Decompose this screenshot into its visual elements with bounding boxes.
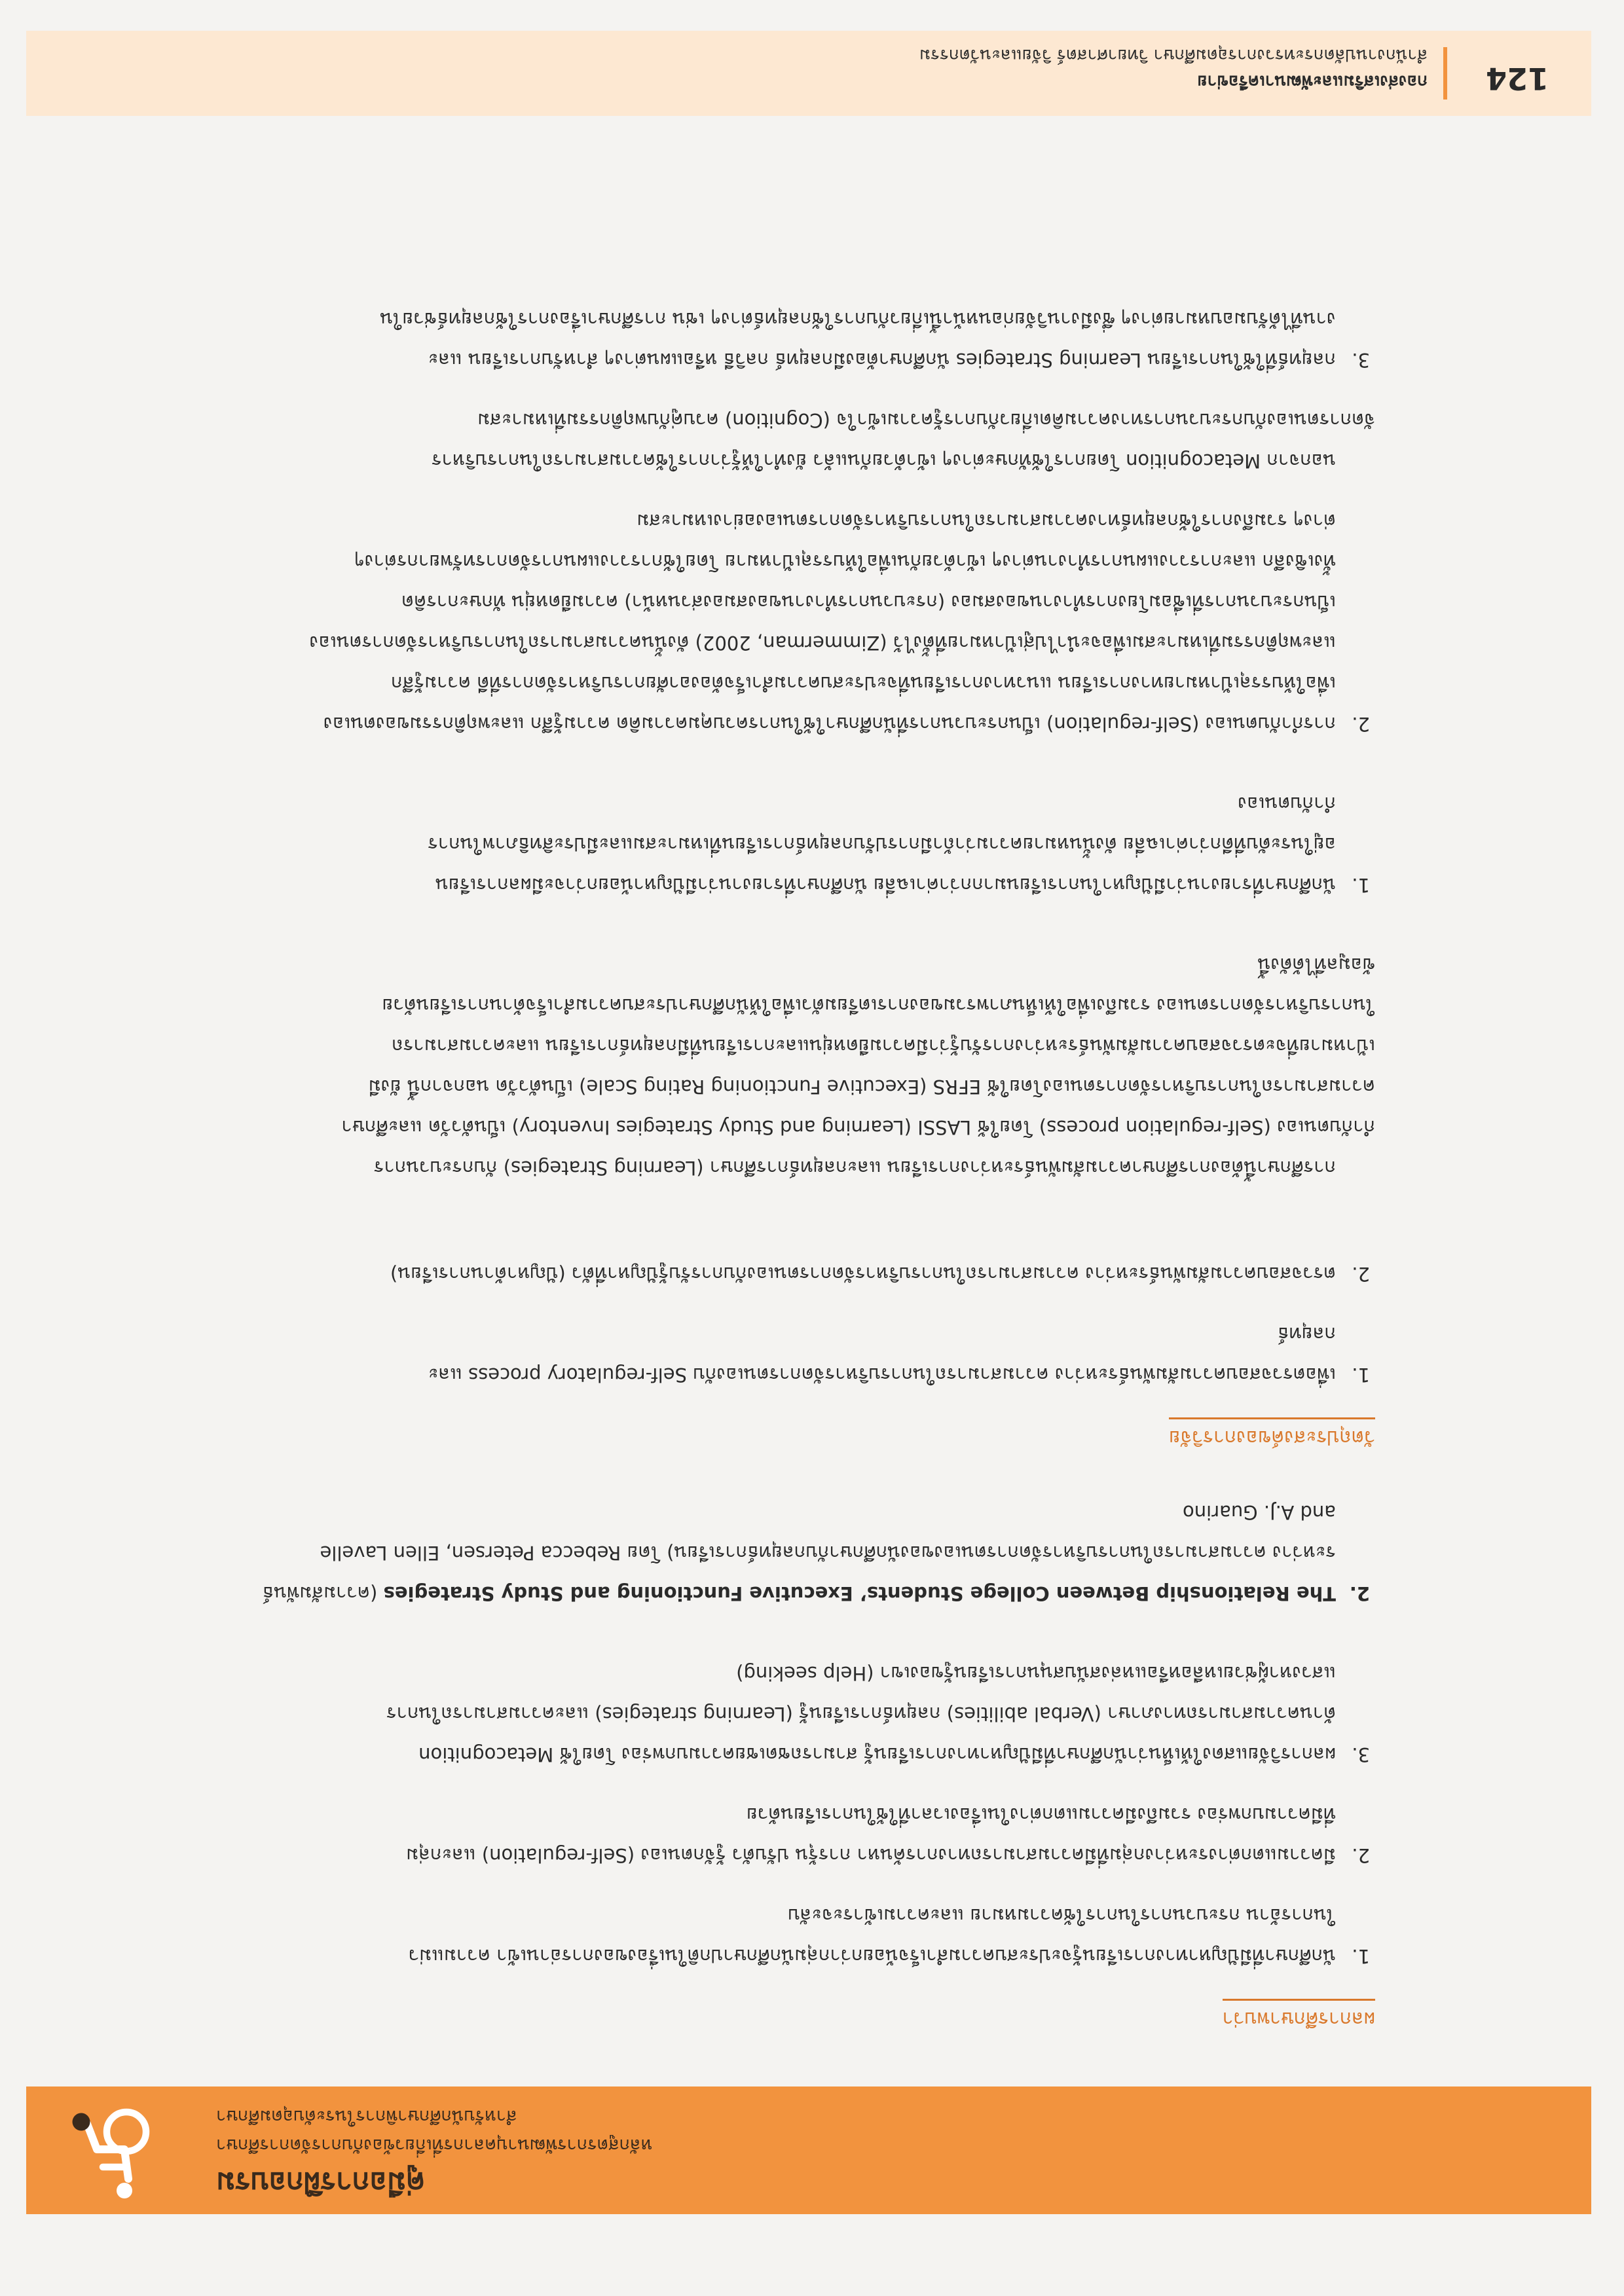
method-paragraph: การศึกษานี้ต้องการศึกษาความสัมพันธ์ระหว่างการเรียน และกลยุทธ์การศึกษา (Learning Strategies) กับกระบวนการ กำกับตนเอง (Self-regulation process) โดยใช้ LASSI (Learning and Study Strategies Inventory) เป็นตัววัด และศึกษา ความสามารถในการบริหารจัดการตนเองโดยใช้ EFRS (Executive Functioning Rating Scale) เป็นตัววัด นอกจากนี้ ยังมี เป้าหมายที่จะตรวจสอบความสัมพันธ์ระหว่างการรับรู้ว่ามีความยืดหยุ่นและการเรียนที่มีกลยุทธ์การเรียน และความสามารถ ในการบริหารจัดการตนเอง รวมถึงเพื่อให้เห็นภาพรวมของการเตรียมตัวเพื่อให้นักศึกษาประสบความสำเร็จด้านการเรียนด้วย ข้อมูลที่ได้ดังนี้ [341,954,1375,1179]
study-2-title: The Relationship Between College Students’ Executive Functioning and Study Strategies [383,1582,1336,1605]
body-content [196,299,1375,2034]
page-number: 124 [1485,61,1549,96]
result-item-1: 1. นักศึกษาที่มีปัญหาทางการเรียนรู้จะประสบความสำเร็จน้อยกว่ากลุ่มนักศึกษาปกติในเรื่องของการอ่านเข้า ความแม่ว ในการอ้าน กระบวนการในการใช้ความหมาย และความเข้าระจะลับ [408,1904,1370,1967]
result-item-3: 3. ผลการวิจัยแสดงให้เห็นว่านักศึกษาที่มีปัญหาทางการเรียนรู้ สามารถชดเชยความบกพร่อง โดยใช้ Metacognition ด้านความสามารถทางภาษา (Verbal abilities) กลยุทธ์การเรียนรู้ (Learning strategies) และความสามารถในการ แสวงหาผู้ช่วยเหลือหรือแหล่งสนับสนุนการเรียนรู้ของเขา (Help seeking) [386,1662,1370,1766]
footer-org-line: กองส่งเสริมและพัฒนาเครือข่าย [1197,71,1428,91]
results-heading: ผลการศึกษาพบว่า [1223,1999,1375,2034]
manual-title: คู่มือการฝึกอบรม [216,2166,426,2199]
finding-item-1: 1. นักศึกษาที่รายงานว่ามีปัญหาในการเรียนมากกว่าค่าเฉลี่ย นักศึกษาที่รายงานว่ามีปัญหาน้อยกว่าจะมีผลการเรียน อยู่ในระดับที่ดีกว่าค่าเฉลี่ย ดังนั้นหมายความว่าถ้ามีการปรับกลยุทธ์การเรียนที่เหมาะสมและมีประสิทธิภาพในการ กำกับตนเอง [428,793,1370,896]
header-subtitle-1: หลักสูตรการพัฒนาบุคลากรที่เกี่ยวข้องกับการจัดการศึกษา [216,2135,653,2155]
objective-item-2: 2. ตรวจสอบความสัมพันธ์ระหว่าง ความสามารถในการบริหารจัดการตนเองกับการรับรู้ปัญหาที่ตัว (ปัญหาด้านการเรียน) [390,1263,1370,1285]
finding-continuation: นอกจาก Metacognition โดยการใช้ทักษะต่างๆ เข้าด้วยกันแล้ว ยังทำให้รู้ว่าการใช้ความสามารถในการบริหาร จัดการตนเองกับกระบวนการทางความคิดเกี่ยวกับการรู้ความเข้าใจ (Cognition) ควบคู่กับพฤติกรรมที่เหมาะสม [432,409,1375,472]
result-item-2: 2. มีความแตกต่างระหว่างกลุ่มที่มีความสามารถทางการค้นหา การรุ้น ปรับตัว รู้จักตนเอง (Self-regulation) และกลุ่ม ที่มีความบกพร่อง รวมถึงมีความแตกต่างในเรื่องเวลาที่ใช้ในการเรียนด้วย [406,1804,1370,1867]
finding-item-2: 2. การกำกับตนเอง (Self-regulation) เป็นกระบวนการที่นักศึกษาใช้ในการควบคุมความคิด ความรู้สึก และพฤติกรรมของตนเอง เพื่อให้บรรลุเป้าหมายทางการเรียน แนวทางการเรียนที่จะประสบความสำเร็จต้องอาศัยการบริหารจัดการที่ดี ความรู้สึก และพฤติกรรมที่เหมาะสมเพื่อจะนำไปสู่เป้าหมายที่ตั้งไว้ (Zimmerman, 2002) ดังนั้นความสามารถในการบริหารจัดการตนเอง เป็นกระบวนการที่เชื่อมโยงการทำงานของสมอง (กระบวนการทำงานของสมองส่วนหน้า) ความยืดหยุ่น ทักษะการคิด ทั้งเชิงลึก และการวางแผนการทำงานต่างๆ เข้าด้วยกันเพื่อให้บรรลุเป้าหมาย โดยใช้การวางแผนการจัดการทรัพยากรต่างๆ ต่างๆ รวมถึงการใช้กลยุทธ์ทางความสามารถในการบริหารจัดการตนเองอย่างเหมาะสม [309,510,1370,735]
objectives-heading: วัตถุประสงค์ของการวิจัย [1169,1417,1375,1453]
wheelchair-icon [65,2106,164,2204]
objective-item-1: 1. เพื่อตรวจสอบความสัมพันธ์ระหว่าง ความสามารถในการบริหารจัดการตนเองกับ Self-regulatory process และ กลยุทธ์ [428,1323,1370,1386]
study-2-citation: 2. The Relationship Between College Students’ Executive Functioning and Study Strategies (ความสัมพันธ์ ระหว่าง ความสามารถในการบริหารจัดการตนเองของนักศึกษากับกลยุทธ์การเรียน) โดย Rebecca Petersen, Ellen Lavelle and A.J. Guarino [262,1501,1370,1605]
footer-divider [1443,47,1447,100]
header-subtitle-2: สำหรับนักศึกษาพิการในระดับอุดมศึกษา [216,2106,517,2126]
finding-item-3: 3. กลยุทธ์ที่ใช้ในการเรียน Learning Strategies นักศึกษาต้องมีกลยุทธ์ กลวิธี หรือแผนต่างๆ สำหรับการเรียน และ งานที่ได้รับมอบหมายต่างๆ ซึ่งมีงานวิจัยก่อนหน้านี้เกี่ยวกับการใช้กลยุทธ์ต่างๆ เช่น การศึกษาเรื่องการใช้กลยุทธ์ช่วยใน [380,308,1370,371]
footer-ministry-line: สำนักงานปลัดกระทรวงการอุดมศึกษา วิทยาศาสตร์ วิจัยและนวัตกรรม [919,45,1428,65]
